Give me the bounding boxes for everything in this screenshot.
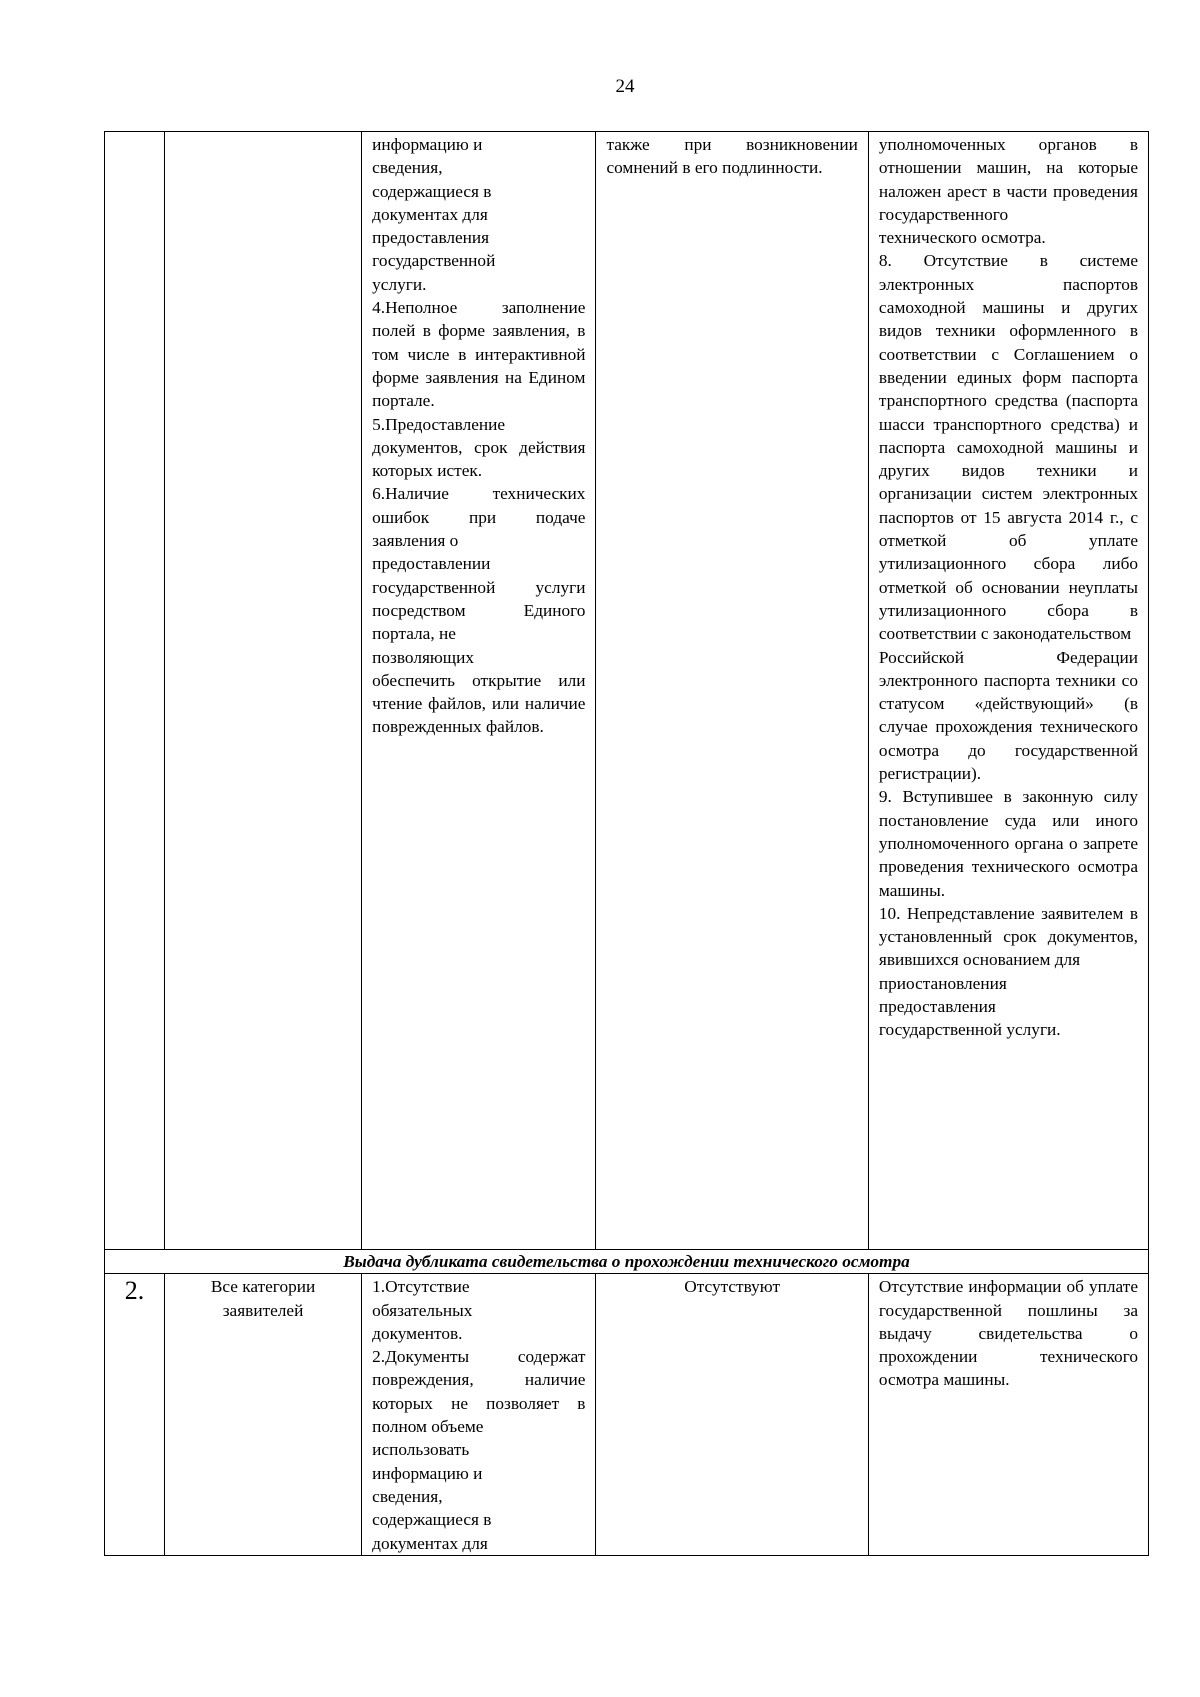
page-number: 24 — [615, 76, 635, 97]
row-number: 2. — [105, 1274, 165, 1556]
column-4-text: также при возникновении сомнений в его подлинности. — [606, 135, 858, 178]
cell-grounds — [362, 132, 596, 1250]
cell-grounds — [362, 1274, 596, 1556]
table-row — [105, 132, 1149, 1250]
section-heading-row — [105, 1250, 1149, 1274]
cell-column-4 — [596, 132, 868, 1250]
grounds-table — [104, 131, 1149, 1556]
cell-number — [105, 132, 165, 1250]
table-row — [105, 1274, 1149, 1556]
grounds-text: 1.Отсутствие обязательных документов. 2.Документы содержат повреждения, наличие которых не позволяет в полном объеме использовать информацию и сведения, содержащиеся в документах для — [372, 1277, 586, 1553]
cell-column-5 — [868, 1274, 1148, 1556]
grounds-text: информацию и сведения, содержащиеся в документах для предоставления государственной услуги. 4.Неполное заполнение полей в форме заявления, в том числе в интерактивной форме заявления на Едином портале. 5.Предоставление документов, срок действия которых истек. 6.Наличие технических ошибок при подаче заявления о предоставлении государственной услуги посредством Единого портала, не позволяющих обеспечить открытие или чтение файлов, или наличие поврежденных файлов. — [372, 135, 586, 737]
cell-applicants: Все категории заявителей — [164, 1274, 361, 1556]
cell-column-5 — [868, 132, 1148, 1250]
cell-column-4: Отсутствуют — [596, 1274, 868, 1556]
cell-applicants — [164, 132, 361, 1250]
section-heading: Выдача дубликата свидетельства о прохождении технического осмотра — [105, 1250, 1149, 1274]
column-5-text: уполномоченных органов в отношении машин, на которые наложен арест в части проведения государственного технического осмотра. 8. Отсутствие в системе электронных паспортов самоходной машины и других видов техники оформленного в соответствии с Соглашением о введении единых форм паспорта транспортного средства (паспорта шасси транспортного средства) и паспорта самоходной машины и других видов техники и организации систем электронных паспортов от 15 августа 2014 г., с отметкой об уплате утилизационного сбора либо отметкой об основании неуплаты утилизационного сбора в соответствии с законодательством Российской Федерации электронного паспорта техники со статусом «действующий» (в случае прохождения технического осмотра до государственной регистрации). 9. Вступившее в законную силу постановление суда или иного уполномоченного органа о запрете проведения технического осмотра машины. 10. Непредставление заявителем в установленный срок документов, явившихся основанием для приостановления предоставления государственной услуги. — [878, 135, 1138, 1040]
column-5-text: Отсутствие информации об уплате государственной пошлины за выдачу свидетельства о прохождении технического осмотра машины. — [878, 1277, 1138, 1390]
